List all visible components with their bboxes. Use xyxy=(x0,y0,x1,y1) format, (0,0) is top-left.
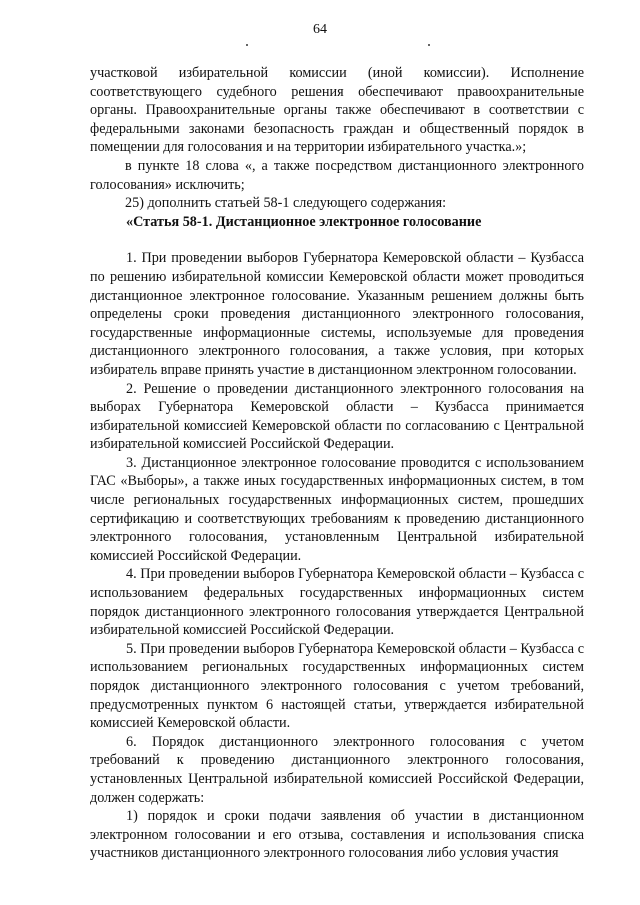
scan-artifact-dot xyxy=(246,44,248,46)
scan-artifact-dot xyxy=(428,44,430,46)
amendment-paragraph: в пункте 18 слова «, а также посредством дистанционного электронного голосования» исключить; xyxy=(90,157,584,193)
continuation-paragraph: участковой избирательной комиссии (иной комиссии). Исполнение соответствующего судебного решения обеспечивают правоохранительные органы. Правоохранительные органы также обеспечивают в соответствии с федеральными законами безопасность граждан и общественный порядок в помещении для голосования и на территории избирательного участка.»; xyxy=(90,65,584,156)
article-subitem-1: 1) порядок и сроки подачи заявления об участии в дистанционном электронном голосовании и его отзыва, составления и использования списка участников дистанционного электронного голосования либо условия участия xyxy=(90,808,584,862)
amendment-item-25: 25) дополнить статьей 58-1 следующего содержания: xyxy=(125,195,447,212)
article-paragraph-3: 3. Дистанционное электронное голосование проводится с использованием ГАС «Выборы», а также иных государственных информационных систем, в том числе региональных государственных информационных систем, прошедших сертификацию и соответствующих требованиям к проведению дистанционного электронного голосования, установленным Центральной избирательной комиссией Российской Федерации. xyxy=(90,454,584,564)
article-paragraph-6: 6. Порядок дистанционного электронного голосования с учетом требований к проведению дистанционного электронного голосования, установленных Центральной избирательной комиссией Российской Федерации, должен содержать: xyxy=(90,733,584,806)
page-number: 64 xyxy=(313,22,327,37)
article-paragraph-5: 5. При проведении выборов Губернатора Кемеровской области – Кузбасса с использованием региональных государственных информационных систем порядок дистанционного электронного голосования с учетом требований, предусмотренных пунктом 6 настоящей статьи, утверждается избирательной комиссией Кемеровской области. xyxy=(90,640,584,732)
article-title: «Статья 58-1. Дистанционное электронное голосование xyxy=(126,213,482,230)
article-paragraph-4: 4. При проведении выборов Губернатора Кемеровской области – Кузбасса с использованием федеральных государственных информационных систем порядок дистанционного электронного голосования утверждается Центральной избирательной комиссией Российской Федерации. xyxy=(90,566,584,639)
document-body xyxy=(90,64,584,863)
article-paragraph-1: 1. При проведении выборов Губернатора Кемеровской области – Кузбасса по решению избирательной комиссии Кемеровской области может проводиться дистанционное электронное голосование. Указанным решением должны быть определены сроки проведения дистанционного электронного голосования, государственные информационные системы, используемые для проведения дистанционного электронного голосования, а также условия, при которых избиратель вправе принять участие в дистанционном электронном голосовании. xyxy=(90,250,584,378)
article-paragraph-2: 2. Решение о проведении дистанционного электронного голосования на выборах Губернатора Кемеровской области – Кузбасса принимается избирательной комиссией Кемеровской области по согласованию с Центральной избирательной комиссией Российской Федерации. xyxy=(90,380,584,453)
